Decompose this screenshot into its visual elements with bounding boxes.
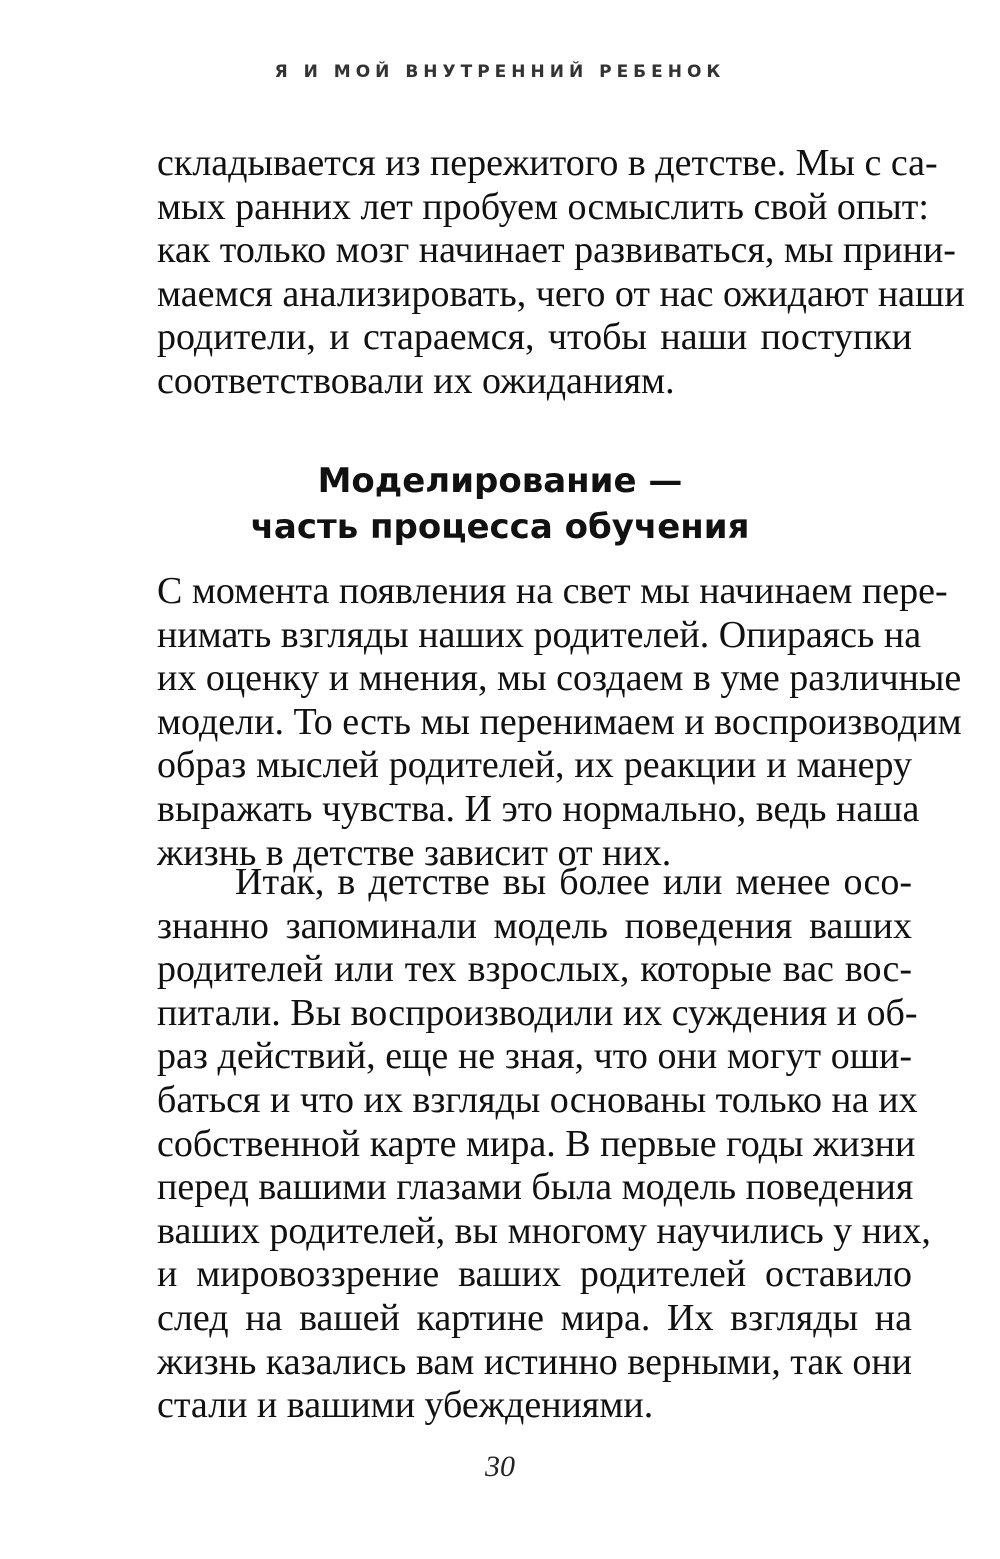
text-line: как только мозг начинает развиваться, мы прини- — [157, 229, 956, 272]
text-line: образ мыслей родителей, их реакции и манеру — [157, 744, 912, 787]
text-line: раз действий, еще не зная, что они могут оши- — [157, 1035, 912, 1078]
section-heading-line: часть процесса обучения — [250, 507, 750, 547]
text-line: их оценку и мнения, мы создаем в уме различные — [157, 657, 962, 700]
paragraph-modeling — [157, 570, 962, 875]
section-heading — [0, 458, 1000, 550]
text-line: модели. То есть мы перенимаем и воспроизводим — [157, 700, 962, 743]
text-line: ваших родителей, вы многому научились у них, — [157, 1209, 931, 1252]
section-heading-line: Моделирование — — [317, 461, 683, 501]
text-line: перед вашими глазами была модель поведения — [157, 1166, 914, 1209]
page-number: 30 — [485, 1450, 515, 1483]
text-line: собственной карте мира. В первые годы жизни — [157, 1122, 916, 1165]
text-line: родителей или тех взрослых, которые вас вос- — [157, 948, 912, 991]
paragraph-childhood — [157, 861, 931, 1428]
intro-paragraph — [157, 142, 965, 404]
text-line: питали. Вы воспроизводили их суждения и об- — [157, 991, 918, 1034]
text-line: след на вашей картине мира. Их взгляды на — [157, 1296, 912, 1339]
text-line: мых ранних лет пробуем осмыслить свой опыт: — [157, 185, 929, 228]
text-line: выражать чувства. И это нормально, ведь наша — [157, 787, 920, 830]
text-line: родители, и стараемся, чтобы наши поступки — [157, 316, 912, 359]
text-line: С момента появления на свет мы начинаем пере- — [157, 570, 948, 612]
text-line: жизнь казались вам истинно верными, так они — [157, 1340, 912, 1383]
text-line: жизнь в детстве зависит от них. — [157, 831, 672, 874]
text-line: стали и вашими убеждениями. — [157, 1384, 654, 1427]
text-line: соответствовали их ожиданиям. — [157, 359, 675, 402]
running-header: Я И МОЙ ВНУТРЕННИЙ РЕБЕНОК — [274, 62, 726, 82]
text-line: маемся анализировать, чего от нас ожидают наши — [157, 272, 965, 315]
text-line: знанно запоминали модель поведения ваших — [157, 904, 912, 947]
text-line: баться и что их взгляды основаны только на их — [157, 1078, 918, 1121]
text-line: складывается из пережитого в детстве. Мы с са- — [157, 142, 938, 184]
text-line: и мировоззрение ваших родителей оставило — [157, 1253, 912, 1296]
text-line: нимать взгляды наших родителей. Опираясь на — [157, 613, 922, 656]
text-line: Итак, в детстве вы более или менее осо- — [235, 861, 912, 903]
